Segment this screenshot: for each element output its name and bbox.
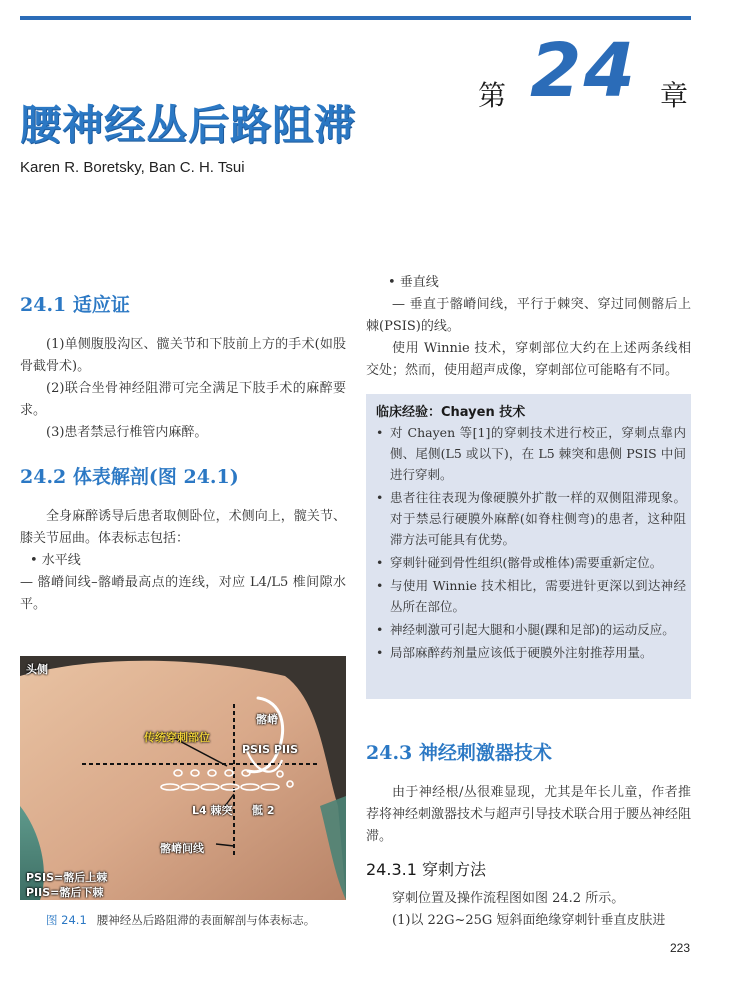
legend-psis: PSIS=髂后上棘 [26,871,108,884]
label-traditional-site: 传统穿刺部位 [144,731,210,744]
subsection-heading-puncture-method: 24.3.1 穿刺方法 [366,860,486,879]
paragraph: (1)以 22G~25G 短斜面绝缘穿刺针垂直皮肤进 [392,913,666,928]
paragraph: (3)患者禁忌行椎管内麻醉。 [46,425,208,440]
bullet-item: • 垂直线 [388,275,439,290]
figure-caption [46,912,315,928]
anatomy-photo-illustration [20,656,346,900]
figure-caption-number: 图 24.1 [46,913,87,927]
legend-piis: PIIS=髂后下棘 [26,886,104,899]
paragraph: 全身麻醉诱导后患者取侧卧位，术侧向上，髋关节、膝关节屈曲。体表标志包括： [20,509,346,546]
figure-photo [20,656,346,900]
paragraph: 穿刺位置及操作流程图如图 24.2 所示。 [392,891,625,906]
paragraph: (2)联合坐骨神经阻滞可完全满足下肢手术的麻醉要求。 [20,381,346,418]
section-heading-indications: 24.1 适应证 [20,294,130,316]
bullet-item: • 水平线 [30,553,81,568]
list-item: • 局部麻醉药剂量应该低于硬膜外注射推荐用量。 [374,642,686,663]
clinical-tip-title: 临床经验：Chayen 技术 [376,405,526,420]
list-item: • 穿刺针碰到骨性组织(髂骨或椎体)需要重新定位。 [374,552,686,573]
paragraph: 使用 Winnie 技术，穿刺部位大约在上述两条线相交处；然而，使用超声成像，穿刺部位可能略有不同。 [366,341,691,378]
figure-caption-text: 腰神经丛后路阻滞的表面解剖与体表标志。 [96,913,316,927]
chapter-number: 24 [530,28,637,114]
list-item: • 神经刺激可引起大腿和小腿(踝和足部)的运动反应。 [374,619,686,640]
paragraph: — 垂直于髂嵴间线，平行于棘突、穿过同侧髂后上棘(PSIS)的线。 [366,297,691,334]
chapter-title: 腰神经丛后路阻滞 [20,101,356,149]
page-number: 223 [670,941,691,955]
section-heading-surface-anatomy: 24.2 体表解剖(图 24.1) [20,466,239,488]
label-intercristal-line: 髂嵴间线 [160,842,204,855]
list-item: • 患者往往表现为像硬膜外扩散一样的双侧阻滞现象。对于禁忌行硬膜外麻醉(如脊柱侧弯)的患者，这种阻滞方法可能具有优势。 [374,487,686,550]
list-item: • 与使用 Winnie 技术相比，需要进针更深以到达神经丛所在部位。 [374,575,686,617]
paragraph: 由于神经根/丛很难显现，尤其是年长儿童，作者推荐将神经刺激器技术与超声引导技术联合用于腰丛神经阻滞。 [366,785,692,844]
label-sacrum: 骶 2 [252,804,275,817]
section-heading-nerve-stimulator: 24.3 神经刺激器技术 [366,742,552,764]
chapter-prefix: 第 [478,79,507,112]
top-rule [20,16,691,20]
label-cranial: 头侧 [26,663,48,676]
chapter-suffix: 章 [660,79,689,112]
paragraph: — 髂嵴间线–髂嵴最高点的连线，对应 L4/L5 椎间隙水平。 [20,575,346,612]
label-l4-spinous-process: L4 棘突 [192,804,233,817]
paragraph: (1)单侧腹股沟区、髋关节和下肢前上方的手术(如股骨截骨术)。 [20,337,346,374]
authors: Karen R. Boretsky, Ban C. H. Tsui [20,159,245,176]
list-item: • 对 Chayen 等[1]的穿刺技术进行校正，穿刺点靠内侧、尾侧(L5 或以下)，在 L5 棘突和患侧 PSIS 中间进行穿刺。 [374,422,686,485]
label-psis-piis: PSIS PIIS [242,743,298,756]
clinical-tip-list [374,422,686,665]
label-iliac-crest: 髂嵴 [256,713,278,726]
